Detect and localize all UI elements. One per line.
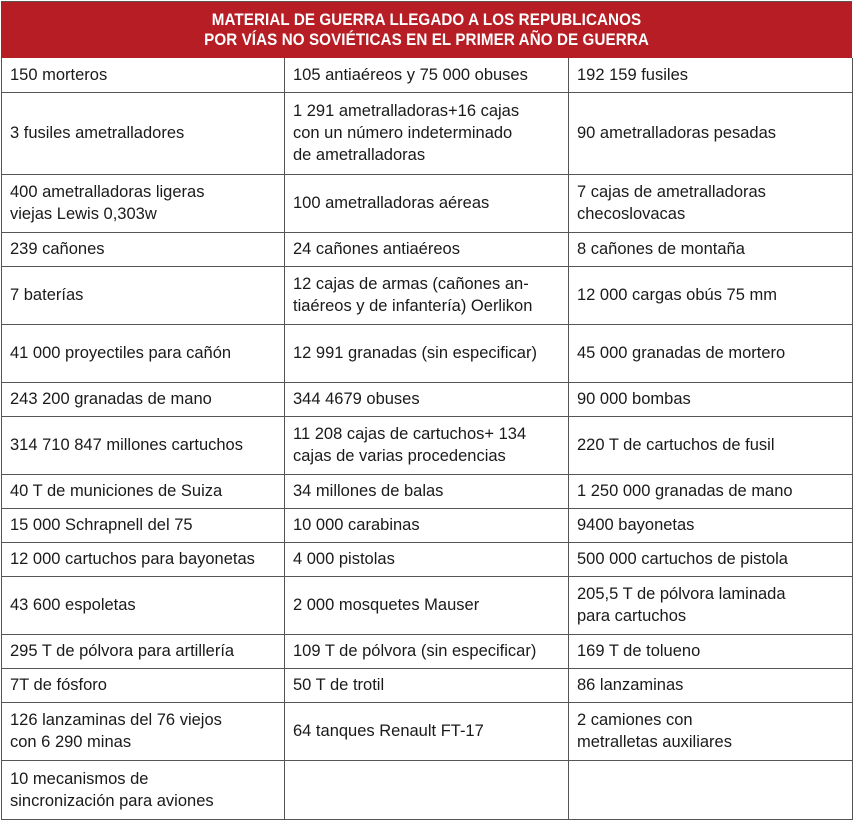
table-cell xyxy=(569,58,853,92)
cell-text: 8 cañones de montaña xyxy=(577,240,745,258)
table-cell xyxy=(285,92,569,174)
cell-text: 205,5 T de pólvora laminada para cartuchos xyxy=(577,585,786,625)
cell-text: 45 000 granadas de mortero xyxy=(577,344,786,362)
cell-text: 100 ametralladoras aéreas xyxy=(293,194,490,212)
table-cell xyxy=(285,508,569,542)
table-cell xyxy=(569,576,853,634)
table-row xyxy=(2,58,853,92)
table-cell xyxy=(285,382,569,416)
cell-text: 169 T de tolueno xyxy=(577,642,701,660)
table-cell xyxy=(2,542,285,576)
cell-text: 64 tanques Renault FT-17 xyxy=(293,722,484,740)
table-cell xyxy=(285,58,569,92)
table-cell xyxy=(569,416,853,474)
cell-text: 344 4679 obuses xyxy=(293,390,420,408)
table-row xyxy=(2,634,853,668)
table-cell xyxy=(569,542,853,576)
table-cell xyxy=(285,542,569,576)
table-row xyxy=(2,474,853,508)
cell-text: 192 159 fusiles xyxy=(577,65,688,84)
table-row xyxy=(2,382,853,416)
table-cell xyxy=(569,702,853,760)
table-row xyxy=(2,416,853,474)
table-cell xyxy=(2,508,285,542)
cell-text: 12 000 cartuchos para bayonetas xyxy=(10,550,255,568)
cell-text: 1 250 000 granadas de mano xyxy=(577,482,793,500)
table-cell xyxy=(569,266,853,324)
table-cell xyxy=(2,668,285,702)
cell-text: 12 cajas de armas (cañones an- tiaéreos y de infantería) Oerlikon xyxy=(293,275,533,315)
table-cell xyxy=(2,266,285,324)
table-cell xyxy=(2,416,285,474)
table-row xyxy=(2,324,853,382)
material-table xyxy=(1,58,853,820)
cell-text: 9400 bayonetas xyxy=(577,516,695,534)
table-row xyxy=(2,232,853,266)
table-cell xyxy=(285,416,569,474)
table-cell xyxy=(2,324,285,382)
table-cell xyxy=(2,576,285,634)
table-cell xyxy=(569,760,853,819)
table-cell xyxy=(2,474,285,508)
cell-text: 12 000 cargas obús 75 mm xyxy=(577,286,777,304)
cell-text: 400 ametralladoras ligeras viejas Lewis 0,303w xyxy=(10,183,205,223)
cell-text: 10 mecanismos de sincronización para aviones xyxy=(10,769,214,810)
table-cell xyxy=(285,324,569,382)
cell-text: 239 cañones xyxy=(10,240,105,258)
table-cell xyxy=(2,382,285,416)
cell-text: 43 600 espoletas xyxy=(10,596,136,614)
table-row xyxy=(2,266,853,324)
table-cell xyxy=(2,92,285,174)
table-cell xyxy=(569,324,853,382)
cell-text: 109 T de pólvora (sin especificar) xyxy=(293,642,537,660)
table-row xyxy=(2,760,853,819)
cell-text: 220 T de cartuchos de fusil xyxy=(577,436,775,454)
cell-text: 86 lanzaminas xyxy=(577,676,684,694)
cell-text: 10 000 carabinas xyxy=(293,516,420,534)
table-row xyxy=(2,92,853,174)
cell-text: 105 antiaéreos y 75 000 obuses xyxy=(293,65,528,84)
table-cell xyxy=(569,174,853,232)
cell-text: 34 millones de balas xyxy=(293,482,444,500)
cell-text: 12 991 granadas (sin especificar) xyxy=(293,344,537,362)
material-table-body xyxy=(2,58,853,819)
table-cell xyxy=(569,474,853,508)
cell-text: 11 208 cajas de cartuchos+ 134 cajas de varias procedencias xyxy=(293,425,527,465)
table-row xyxy=(2,174,853,232)
cell-text: 2 camiones con metralletas auxiliares xyxy=(577,711,732,751)
cell-text: 7T de fósforo xyxy=(10,676,107,694)
cell-text: 314 710 847 millones cartuchos xyxy=(10,436,243,454)
cell-text: 41 000 proyectiles para cañón xyxy=(10,344,232,362)
table-row xyxy=(2,542,853,576)
table-cell xyxy=(285,634,569,668)
cell-text: 2 000 mosquetes Mauser xyxy=(293,596,480,614)
table-cell xyxy=(569,634,853,668)
table-cell xyxy=(2,634,285,668)
cell-text: 126 lanzaminas del 76 viejos con 6 290 minas xyxy=(10,711,222,751)
table-cell xyxy=(285,266,569,324)
table-cell xyxy=(285,702,569,760)
cell-text: 7 baterías xyxy=(10,286,84,304)
table-cell xyxy=(285,576,569,634)
table-cell xyxy=(2,232,285,266)
table-row xyxy=(2,576,853,634)
table-cell xyxy=(2,760,285,819)
cell-text: 50 T de trotil xyxy=(293,676,385,694)
table-cell xyxy=(569,92,853,174)
table-cell xyxy=(569,232,853,266)
table-cell xyxy=(569,668,853,702)
table-row xyxy=(2,668,853,702)
cell-text: 500 000 cartuchos de pistola xyxy=(577,550,788,568)
cell-text: 40 T de municiones de Suiza xyxy=(10,482,223,500)
table-cell xyxy=(285,668,569,702)
table-cell xyxy=(2,702,285,760)
cell-text: 90 ametralladoras pesadas xyxy=(577,124,777,142)
table-cell xyxy=(285,760,569,819)
cell-text: 3 fusiles ametralladores xyxy=(10,124,185,142)
table-cell xyxy=(285,232,569,266)
cell-text: 4 000 pistolas xyxy=(293,550,395,568)
table-title-line-1: MATERIAL DE GUERRA LLEGADO A LOS REPUBLICANOS xyxy=(211,11,642,29)
table-title xyxy=(1,2,852,58)
table-title-line-2: POR VÍAS NO SOVIÉTICAS EN EL PRIMER AÑO DE GUERRA xyxy=(204,31,649,49)
cell-text: 243 200 granadas de mano xyxy=(10,390,212,408)
document-table xyxy=(1,1,852,826)
table-cell xyxy=(285,474,569,508)
table-cell xyxy=(285,174,569,232)
cell-text: 295 T de pólvora para artillería xyxy=(10,642,235,660)
table-cell xyxy=(569,382,853,416)
table-cell xyxy=(2,58,285,92)
table-cell xyxy=(569,508,853,542)
table-row xyxy=(2,702,853,760)
cell-text: 24 cañones antiaéreos xyxy=(293,240,460,258)
cell-text: 90 000 bombas xyxy=(577,390,691,408)
table-cell xyxy=(2,174,285,232)
cell-text: 7 cajas de ametralladoras checoslovacas xyxy=(577,183,766,223)
cell-text: 1 291 ametralladoras+16 cajas con un número indeterminado de ametralladoras xyxy=(293,102,520,164)
table-row xyxy=(2,508,853,542)
cell-text: 15 000 Schrapnell del 75 xyxy=(10,516,193,534)
cell-text: 150 morteros xyxy=(10,65,108,84)
